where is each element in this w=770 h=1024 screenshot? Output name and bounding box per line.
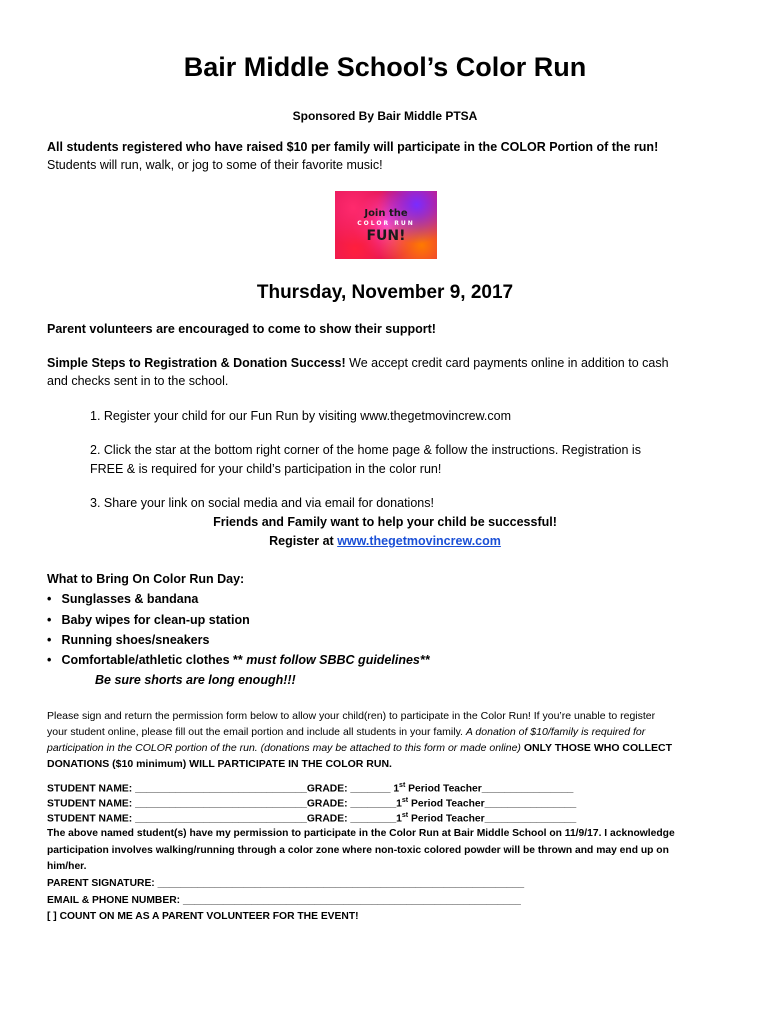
- ordinal-sup: st: [401, 797, 409, 804]
- permission-line-4: DONATIONS ($10 minimum) WILL PARTICIPATE IN THE COLOR RUN.: [47, 758, 392, 770]
- teacher-field: Period Teacher________________: [405, 783, 574, 795]
- consent-line-2: participation involves walking/running through a color zone where non-toxic colored powder will be thrown and may end up on: [47, 845, 669, 856]
- sponsor-line: Sponsored By Bair Middle PTSA: [292, 109, 478, 123]
- volunteer-checkbox[interactable]: [ ] COUNT ON ME AS A PARENT VOLUNTEER FOR THE EVENT!: [47, 911, 359, 922]
- teacher-field: Period Teacher________________: [408, 813, 577, 825]
- student-row-2[interactable]: [47, 797, 576, 809]
- bring-item-text: Comfortable/athletic clothes **: [61, 653, 247, 667]
- ordinal-sup: st: [399, 782, 406, 789]
- consent-line-1: The above named student(s) have my permission to participate in the Color Run at Bair Middle School on 11/9/17. I acknowledge: [47, 828, 675, 839]
- step-1: 1. Register your child for our Fun Run by visiting www.thegetmovincrew.com: [90, 409, 512, 423]
- ordinal-sup: st: [401, 812, 409, 819]
- consent-line-3: him/her.: [47, 861, 87, 872]
- bring-heading: What to Bring On Color Run Day:: [47, 572, 245, 586]
- permission-italic: participation in the COLOR portion of the run. (donations may be attached to this form or made online): [47, 742, 521, 754]
- step-2-line2: FREE & is required for your child’s participation in the color run!: [90, 462, 442, 476]
- banner-line-1: Join the: [364, 208, 408, 219]
- bring-item-text: Baby wipes for clean-up station: [61, 613, 250, 627]
- bring-item-guideline: must follow SBBC guidelines**: [246, 653, 430, 667]
- steps-intro-bold: Simple Steps to Registration & Donation Success!: [47, 356, 346, 370]
- intro-text: Students will run, walk, or jog to some of their favorite music!: [47, 158, 383, 172]
- student-row-1[interactable]: [47, 782, 573, 794]
- register-link[interactable]: www.thegetmovincrew.com: [337, 534, 501, 548]
- student-row-text: STUDENT NAME: ______________________________GRADE: _______ 1: [47, 783, 400, 795]
- student-row-text: STUDENT NAME: ______________________________GRADE: ________1: [47, 813, 402, 825]
- permission-italic: A donation of $10/family is required for: [465, 726, 646, 738]
- permission-line-3: [47, 742, 672, 754]
- bring-item-text: Running shoes/sneakers: [61, 633, 210, 647]
- steps-intro-text: We accept credit card payments online in addition to cash: [345, 356, 669, 370]
- email-phone-field[interactable]: EMAIL & PHONE NUMBER: ___________________________________________________________: [47, 895, 521, 906]
- register-prefix: Register at: [269, 534, 338, 548]
- register-line: [0, 534, 770, 548]
- banner-line-3: FUN!: [366, 228, 406, 244]
- volunteers-note: Parent volunteers are encouraged to come to show their support!: [47, 322, 436, 336]
- permission-line-2: [47, 726, 645, 738]
- student-row-text: STUDENT NAME: ______________________________GRADE: ________1: [47, 798, 402, 810]
- bring-item: • Comfortable/athletic clothes ** must follow SBBC guidelines**: [47, 653, 430, 667]
- student-row-3[interactable]: [47, 812, 576, 824]
- permission-line-1: Please sign and return the permission form below to allow your child(ren) to participate in the Color Run! If you’re unable to register: [47, 710, 656, 722]
- banner-line-2: COLOR RUN: [357, 220, 415, 227]
- friends-line: Friends and Family want to help your child be successful!: [213, 515, 557, 529]
- shorts-note: Be sure shorts are long enough!!!: [95, 673, 296, 687]
- teacher-field: Period Teacher________________: [408, 798, 577, 810]
- bring-item-text: Sunglasses & bandana: [61, 592, 199, 606]
- step-2-line1: 2. Click the star at the bottom right corner of the home page & follow the instructions. Registration is: [90, 443, 641, 457]
- bring-item: • Baby wipes for clean-up station: [47, 613, 250, 627]
- permission-text: your student online, please fill out the email portion and include all students in your family.: [47, 726, 466, 738]
- permission-bold: ONLY THOSE WHO COLLECT: [520, 742, 673, 754]
- steps-intro: [47, 356, 669, 370]
- steps-intro-line2: and checks sent in to the school.: [47, 374, 229, 388]
- intro-bold: All students registered who have raised $10 per family will participate in the COLOR Portion of the run!: [47, 140, 659, 154]
- step-3: 3. Share your link on social media and via email for donations!: [90, 496, 434, 510]
- bring-item: • Running shoes/sneakers: [47, 633, 210, 647]
- page-title: Bair Middle School’s Color Run: [183, 52, 587, 82]
- parent-signature-field[interactable]: PARENT SIGNATURE: ________________________________________________________________: [47, 878, 525, 889]
- bring-item: • Sunglasses & bandana: [47, 592, 199, 606]
- color-run-banner-icon: [335, 191, 437, 259]
- event-date: Thursday, November 9, 2017: [256, 282, 514, 303]
